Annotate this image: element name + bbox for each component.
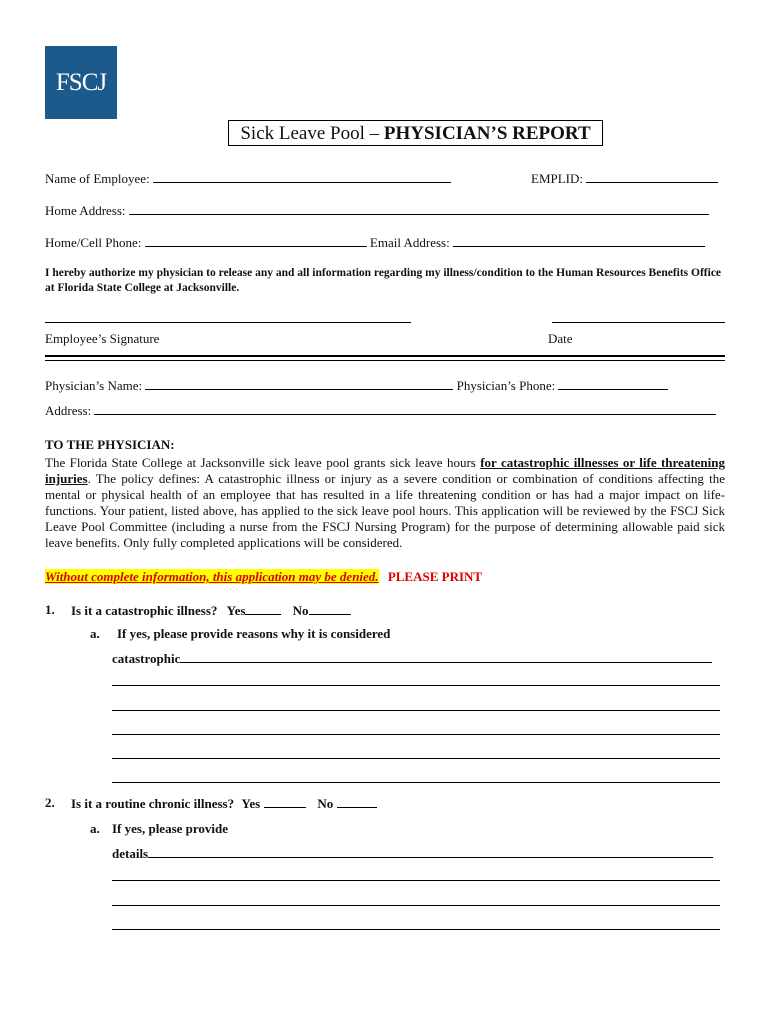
q1-no-field[interactable] (309, 602, 351, 615)
q1a-lead: catastrophic (112, 651, 181, 666)
divider-top (45, 355, 725, 357)
q1-number: 1. (45, 602, 55, 617)
policy-text-b: . The policy defines: A catastrophic illness or injury as a severe condition or combination of conditions affecting the mental or physical health of an employee that has resulted in a life threatening condition or has had a major impact on life-functions. Your patient, listed above, has applied to the sick leave pool hours. This application will be reviewed by the FSCJ Sick Leave Pool Committee (including a nurse from the FSCJ Nursing Program) for the purpose of determining allowable paid sick leave benefits. Only fully completed applications will be considered. (45, 471, 725, 550)
warning-text: Without complete information, this application may be denied. (45, 569, 379, 584)
phone-field[interactable] (145, 234, 367, 247)
logo-text: FSCJ (55, 68, 107, 96)
q2-number: 2. (45, 795, 55, 810)
physician-name-field[interactable] (145, 377, 453, 390)
q2a-lead: details (112, 846, 149, 861)
email-field[interactable] (453, 234, 705, 247)
q1a-text: If yes, please provide reasons why it is considered (117, 626, 391, 641)
q2-yes-field[interactable] (264, 795, 306, 808)
q2a-line-1[interactable] (112, 880, 720, 881)
please-print: PLEASE PRINT (387, 569, 483, 584)
q1-yes-label: Yes (226, 603, 246, 618)
title-bold: PHYSICIAN’S REPORT (383, 123, 591, 144)
phone-row (45, 234, 705, 251)
date-line[interactable] (552, 322, 725, 323)
employee-name-field[interactable] (153, 170, 451, 183)
employee-name-label: Name of Employee: (45, 171, 150, 186)
home-address-label: Home Address: (45, 203, 126, 218)
employee-name-row (45, 170, 451, 187)
physician-address-field[interactable] (94, 402, 716, 415)
q1a-line-4[interactable] (112, 758, 720, 759)
policy-text-a: The Florida State College at Jacksonville sick leave pool grants sick leave hours (45, 455, 481, 470)
q2a-text: If yes, please provide (112, 821, 229, 836)
date-label: Date (548, 331, 573, 346)
q1a-line-1[interactable] (112, 685, 720, 686)
q1a-letter: a. (90, 626, 100, 641)
q2a-letter: a. (90, 821, 100, 836)
physician-phone-label: Physician’s Phone: (456, 378, 556, 393)
physician-address-row (45, 402, 716, 419)
divider-bottom (45, 360, 725, 361)
q2-question: Is it a routine chronic illness? (71, 796, 235, 811)
home-address-row (45, 202, 709, 219)
emplid-field[interactable] (586, 170, 718, 183)
q2-row (71, 795, 377, 812)
q1a-line-3[interactable] (112, 734, 720, 735)
q1-question: Is it a catastrophic illness? (71, 603, 218, 618)
q2-no-label: No (317, 796, 334, 811)
physician-address-label: Address: (45, 403, 92, 418)
q1-no-label: No (292, 603, 309, 618)
to-physician-paragraph (45, 455, 725, 551)
physician-name-row (45, 377, 668, 394)
email-label: Email Address: (369, 235, 450, 250)
q2a-line-2[interactable] (112, 905, 720, 906)
q1a-lead-row (112, 650, 712, 667)
q1-yes-field[interactable] (245, 602, 281, 615)
authorization-text: I hereby authorize my physician to release any and all information regarding my illness/condition to the Human Resources Benefits Office at Florida State College at Jacksonville. (45, 267, 722, 294)
q2a-lead-field[interactable] (148, 845, 713, 858)
q2a-lead-row (112, 845, 713, 862)
policy-emphasis: for catastrophic illnesses or life threatening injuries (45, 455, 725, 486)
emplid-label: EMPLID: (531, 171, 583, 186)
q2a-line-3[interactable] (112, 929, 720, 930)
home-address-field[interactable] (129, 202, 709, 215)
signature-line[interactable] (45, 322, 411, 323)
q1a-line-5[interactable] (112, 782, 720, 783)
fscj-logo (45, 46, 117, 119)
q1a-lead-field[interactable] (180, 650, 712, 663)
title-normal: Sick Leave Pool – (240, 123, 384, 144)
q2-no-field[interactable] (337, 795, 377, 808)
warning-row (45, 569, 482, 585)
q2-yes-label: Yes (241, 796, 261, 811)
physician-name-label: Physician’s Name: (45, 378, 143, 393)
q1a-line-2[interactable] (112, 710, 720, 711)
page-title (228, 120, 603, 146)
q1-row (71, 602, 351, 619)
physician-phone-field[interactable] (558, 377, 668, 390)
phone-label: Home/Cell Phone: (45, 235, 142, 250)
signature-label: Employee’s Signature (45, 331, 160, 346)
to-physician-heading: TO THE PHYSICIAN: (45, 437, 175, 452)
emplid-row (531, 170, 718, 187)
